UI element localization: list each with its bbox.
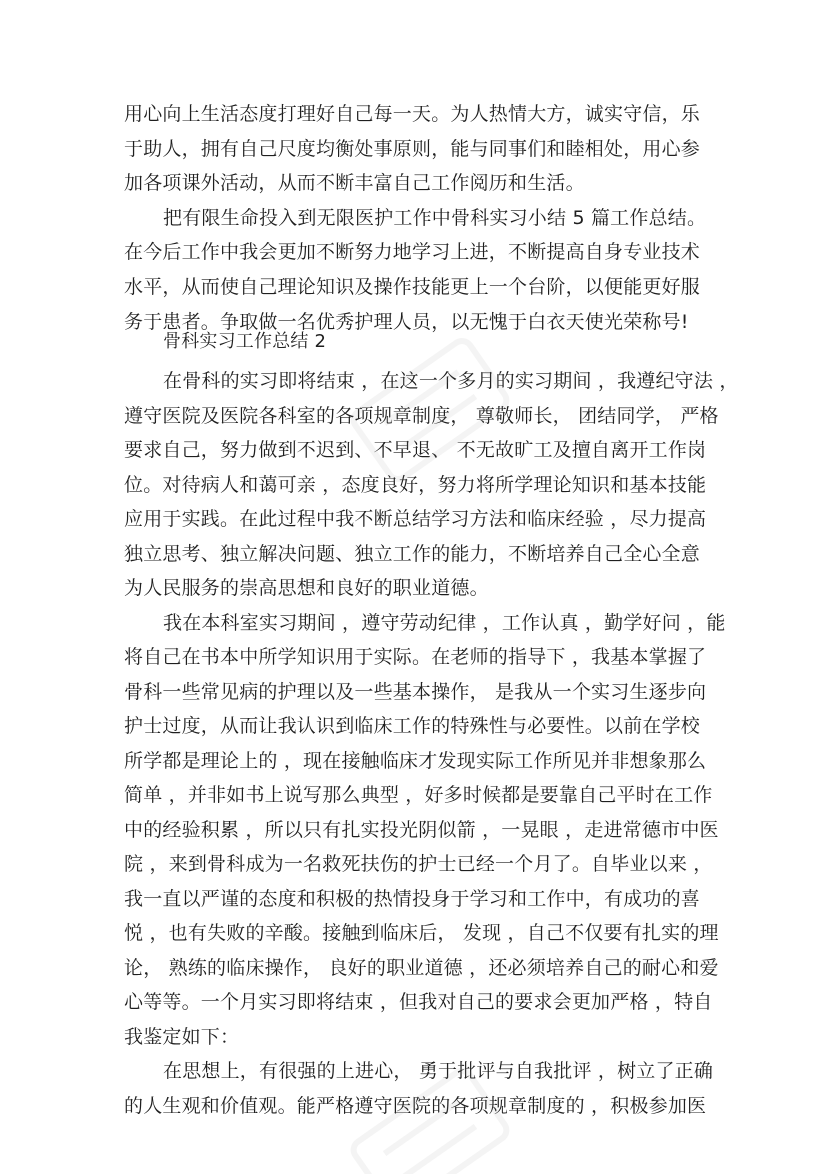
text-line: 在骨科的实习即将结束 ，在这一个多月的实习期间 ，我遵纪守法 ， — [163, 370, 739, 392]
text-line: 心等等。一个月实习即将结束 ，但我对自己的要求会更加严格 ，特自 — [124, 991, 713, 1013]
text-line: 悦 ，也有失败的辛酸。接触到临床后， 发现 ，自己不仅要有扎实的理 — [124, 922, 719, 944]
text-line: 于助人，拥有自己尺度均衡处事原则，能与同事们和睦相处，用心参 — [124, 138, 701, 160]
text-line: 的人生观和价值观。能严格遵守医院的各项规章制度的 ，积极参加医 — [124, 1095, 707, 1117]
text-line: 把有限生命投入到无限医护工作中骨科实习小结 5 篇工作总结。 — [163, 207, 707, 229]
text-line: 在今后工作中我会更加不断努力地学习上进，不断提高自身专业技术 — [124, 241, 701, 263]
text-line: 遵守医院及医院各科室的各项规章制度， 尊敬师长， 团结同学， 严格 — [124, 405, 719, 427]
text-line: 应用于实践。在此过程中我不断总结学习方法和临床经验 ，尽力提高 — [124, 508, 707, 530]
text-line: 务于患者。争取做一名优秀护理人员，以无愧于白衣天使光荣称号! — [124, 311, 689, 333]
text-line: 位。对待病人和蔼可亲 ，态度良好，努力将所学理论知识和基本技能 — [124, 474, 707, 496]
text-line: 所学都是理论上的 ，现在接触临床才发现实际工作所见并非想象那么 — [124, 750, 707, 772]
text-line: 论， 熟练的临床操作， 良好的职业道德 ，还必须培养自己的耐心和爱 — [124, 957, 719, 979]
text-line: 水平，从而使自己理论知识及操作技能更上一个台阶，以便能更好服 — [124, 276, 701, 298]
text-line: 护士过度，从而让我认识到临床工作的特殊性与必要性。以前在学校 — [124, 715, 701, 737]
text-line: 将自己在书本中所学知识用于实际。在老师的指导下 ，我基本掌握了 — [124, 646, 707, 668]
text-line: 要求自己，努力做到不迟到、不早退、 不无故旷工及擅自离开工作岗 — [124, 439, 707, 461]
text-line: 我鉴定如下： — [124, 1026, 240, 1048]
text-line: 我一直以严谨的态度和积极的热情投身于学习和工作中，有成功的喜 — [124, 888, 701, 910]
text-line: 我在本科室实习期间 ，遵守劳动纪律 ，工作认真 ，勤学好问 ，能 — [163, 612, 726, 634]
text-line: 院 ，来到骨科成为一名救死扶伤的护士已经一个月了。自毕业以来 ， — [124, 853, 713, 875]
text-line: 独立思考、独立解决问题、独立工作的能力，不断培养自己全心全意 — [124, 543, 701, 565]
text-line: 加各项课外活动，从而不断丰富自己工作阅历和生活。 — [124, 172, 585, 194]
section-heading: 骨科实习工作总结 2 — [163, 331, 327, 352]
text-line: 为人民服务的崇高思想和良好的职业道德。 — [124, 577, 489, 599]
text-line: 中的经验积累 ，所以只有扎实投光阴似箭 ，一晃眼 ，走进常德市中医 — [124, 819, 719, 841]
text-line: 骨科一些常见病的护理以及一些基本操作， 是我从一个实习生逐步向 — [124, 681, 707, 703]
text-line: 简单 ，并非如书上说写那么典型 ，好多时候都是要靠自己平时在工作 — [124, 784, 713, 806]
text-line: 用心向上生活态度打理好自己每一天。为人热情大方，诚实守信，乐 — [124, 103, 701, 125]
text-line: 在思想上，有很强的上进心， 勇于批评与自我批评 ，树立了正确 — [163, 1060, 714, 1082]
